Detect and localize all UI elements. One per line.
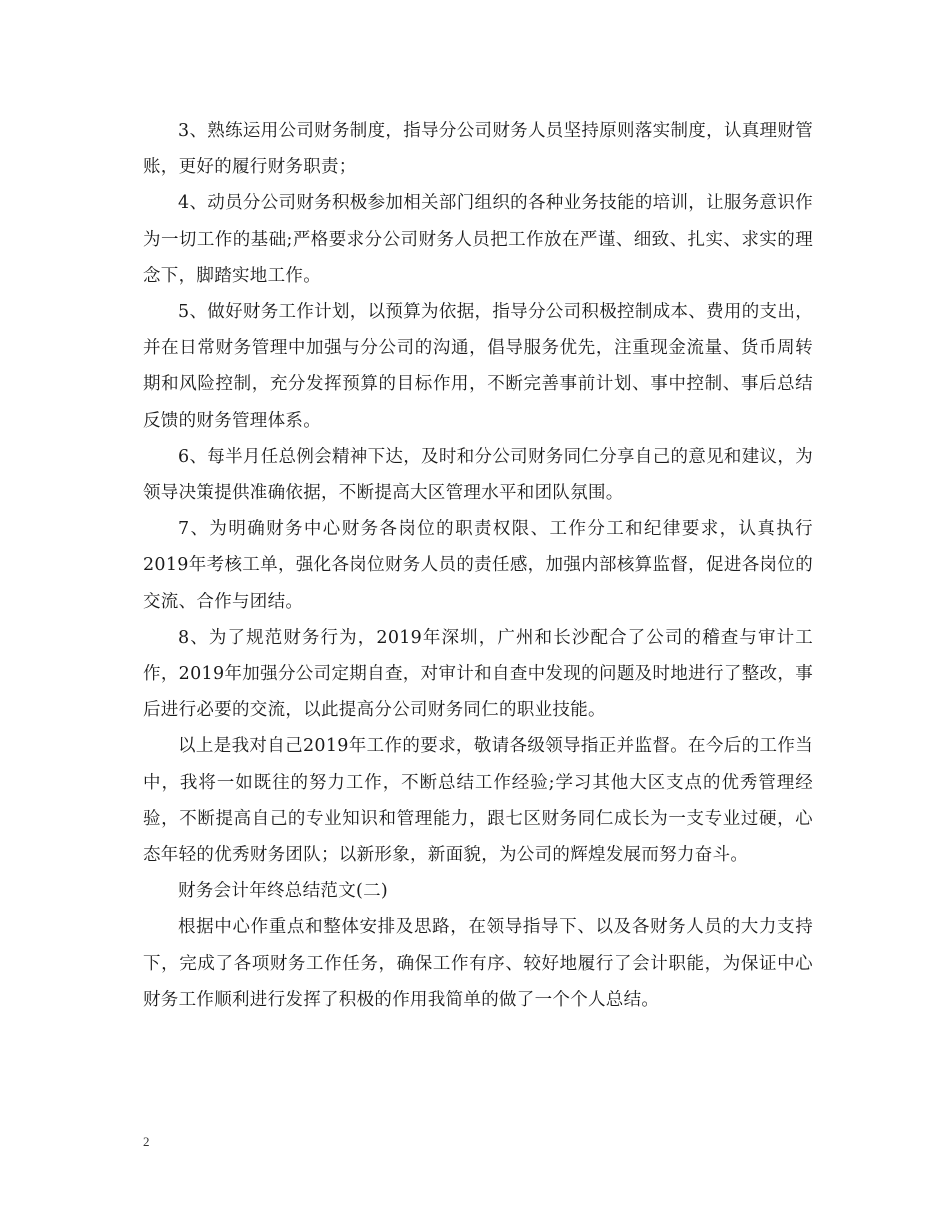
paragraph-item-7: 7、为明确财务中心财务各岗位的职责权限、工作分工和纪律要求，认真执行2019年考核工单，强化各岗位财务人员的责任感，加强内部核算监督，促进各岗位的交流、合作与团结。 — [143, 519, 813, 612]
section-heading: 财务会计年终总结范文(二) — [178, 881, 389, 902]
paragraph-item-3: 3、熟练运用公司财务制度，指导分公司财务人员坚持原则落实制度，认真理财管账，更好的履行财务职责； — [143, 121, 813, 178]
paragraph-item-4: 4、动员分公司财务积极参加相关部门组织的各种业务技能的培训，让服务意识作为一切工作的基础;严格要求分公司财务人员把工作放在严谨、细致、扎实、求实的理念下，脚踏实地工作。 — [143, 193, 813, 286]
paragraph-item-6: 6、每半月任总例会精神下达，及时和分公司财务同仁分享自己的意见和建议，为领导决策提供准确依据，不断提高大区管理水平和团队氛围。 — [143, 446, 813, 504]
section-intro-paragraph: 根据中心作重点和整体安排及思路，在领导指导下、以及各财务人员的大力支持下，完成了各项财务工作任务，确保工作有序、较好地履行了会计职能，为保证中心财务工作顺利进行发挥了积极的作用我简单的做了一个个人总结。 — [143, 917, 813, 1010]
paragraph-item-8: 8、为了规范财务行为，2019年深圳，广州和长沙配合了公司的稽查与审计工作，2019年加强分公司定期自查，对审计和自查中发现的问题及时地进行了整改，事后进行必要的交流，以此提高分公司财务同仁的职业技能。 — [143, 627, 813, 721]
page-number: 2 — [143, 1134, 150, 1149]
document-body — [143, 113, 813, 1018]
paragraph-item-5: 5、做好财务工作计划，以预算为依据，指导分公司积极控制成本、费用的支出，并在日常财务管理中加强与分公司的沟通，倡导服务优先，注重现金流量、货币周转期和风险控制，充分发挥预算的目标作用，不断完善事前计划、事中控制、事后总结反馈的财务管理体系。 — [143, 302, 813, 431]
closing-paragraph: 以上是我对自己2019年工作的要求，敬请各级领导指正并监督。在今后的工作当中，我将一如既往的努力工作，不断总结工作经验;学习其他大区支点的优秀管理经验，不断提高自己的专业知识和管理能力，跟七区财务同仁成长为一支专业过硬，心态年轻的优秀财务团队；以新形象，新面貌，为公司的辉煌发展而努力奋斗。 — [143, 736, 813, 866]
